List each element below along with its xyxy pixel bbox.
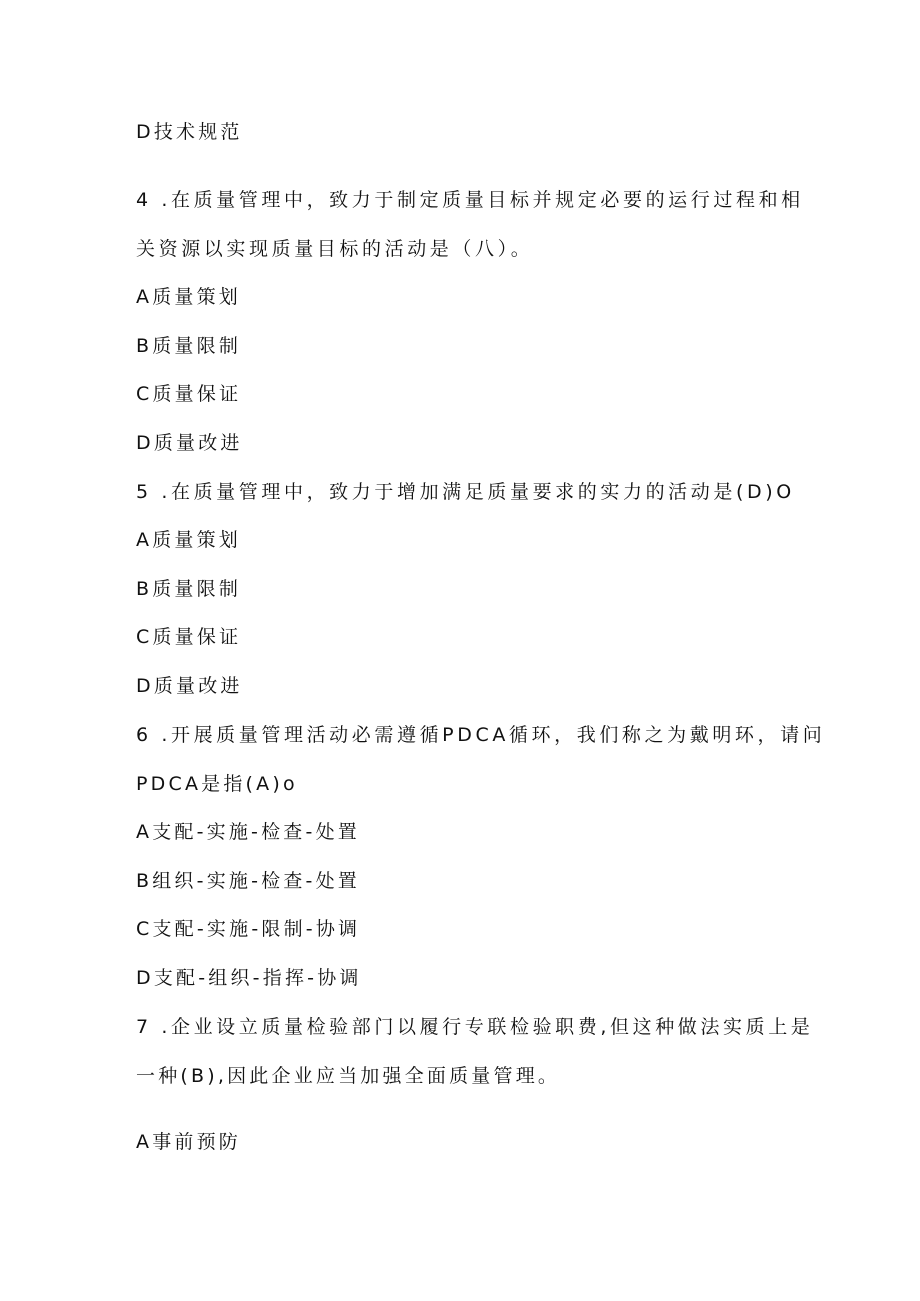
question-6-line-1: 6 .开展质量管理活动必需遵循PDCA循环，我们称之为戴明环，请问 — [136, 724, 826, 746]
question-4-line-2: 关资源以实现质量目标的活动是（八）。 — [136, 238, 534, 260]
option-a-q7: A事前预防 — [136, 1131, 241, 1153]
option-c-q5: C质量保证 — [136, 626, 242, 648]
option-b-q5: B质量限制 — [136, 578, 242, 600]
option-a-q6: A支配-实施-检查-处置 — [136, 821, 360, 843]
option-c-q6: C支配-实施-限制-协调 — [136, 918, 361, 940]
option-d-q6: D支配-组织-指挥-协调 — [136, 967, 362, 989]
option-d-q4: D质量改进 — [136, 432, 243, 454]
option-b-q4: B质量限制 — [136, 335, 242, 357]
option-c-q4: C质量保证 — [136, 383, 242, 405]
option-a-q4: A质量策划 — [136, 286, 241, 308]
option-d-q3: D技术规范 — [136, 121, 243, 143]
option-b-q6: B组织-实施-检查-处置 — [136, 870, 361, 892]
question-7-line-2: 一种(B),因此企业应当加强全面质量管理。 — [136, 1065, 561, 1087]
question-4-line-1: 4 .在质量管理中，致力于制定质量目标并规定必要的运行过程和相 — [136, 189, 804, 211]
question-5-line-1: 5 .在质量管理中，致力于增加满足质量要求的实力的活动是(D)O — [136, 481, 795, 503]
question-7-line-1: 7 .企业设立质量检验部门以履行专联检验职费,但这种做法实质上是 — [136, 1016, 814, 1038]
option-d-q5: D质量改进 — [136, 675, 243, 697]
question-6-line-2: PDCA是指(A)o — [136, 773, 298, 795]
option-a-q5: A质量策划 — [136, 529, 241, 551]
